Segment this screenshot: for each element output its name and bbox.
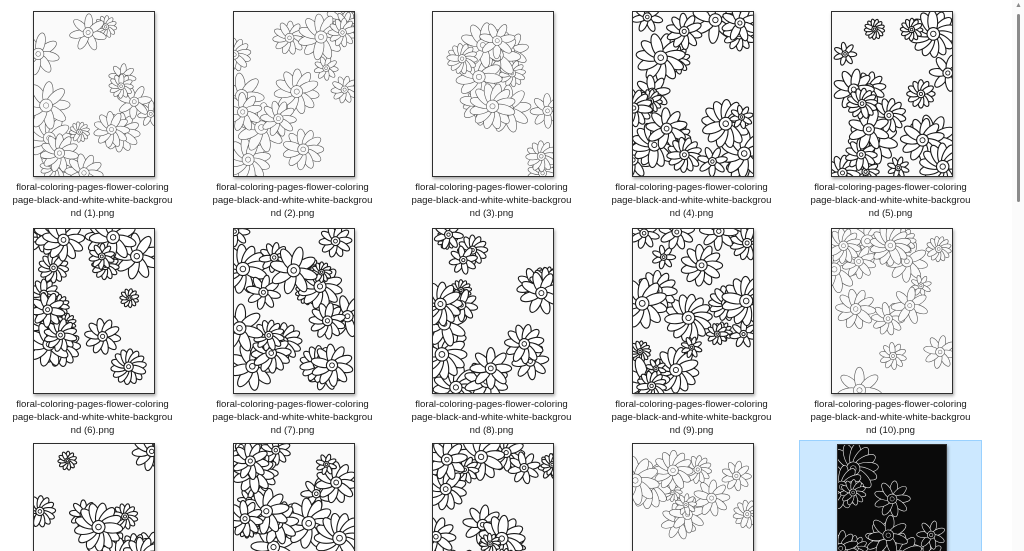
file-name-line: nd (9).png bbox=[669, 425, 714, 437]
file-name-line: page-black-and-white-white-backgrou bbox=[810, 195, 971, 207]
file-name-line: nd (3).png bbox=[469, 208, 514, 220]
image-thumbnail[interactable] bbox=[831, 228, 953, 394]
file-name-line: nd (4).png bbox=[669, 208, 714, 220]
file-name-label bbox=[401, 398, 582, 438]
file-tile[interactable] bbox=[201, 10, 384, 225]
file-name-line: floral-coloring-pages-flower-coloring bbox=[216, 399, 369, 410]
image-thumbnail[interactable] bbox=[33, 228, 155, 394]
file-name-label bbox=[800, 398, 981, 438]
image-thumbnail[interactable] bbox=[632, 11, 754, 177]
file-name-line: page-black-and-white-white-backgrou bbox=[810, 412, 971, 424]
file-name-label bbox=[202, 181, 383, 221]
file-tile[interactable] bbox=[1, 442, 184, 551]
image-thumbnail[interactable] bbox=[432, 228, 554, 394]
file-tile[interactable] bbox=[1, 10, 184, 225]
file-name-line: page-black-and-white-white-backgrou bbox=[611, 195, 772, 207]
file-tile[interactable] bbox=[400, 10, 583, 225]
file-name-line: nd (8).png bbox=[469, 425, 514, 437]
file-name-line: nd (7).png bbox=[270, 425, 315, 437]
file-tile[interactable] bbox=[201, 442, 384, 551]
image-thumbnail[interactable] bbox=[33, 11, 155, 177]
image-thumbnail[interactable] bbox=[33, 443, 155, 551]
image-thumbnail[interactable] bbox=[233, 11, 355, 177]
file-tile[interactable] bbox=[600, 227, 783, 442]
file-name-label bbox=[2, 398, 183, 438]
image-thumbnail[interactable] bbox=[432, 443, 554, 551]
scrollbar-thumb[interactable] bbox=[1017, 14, 1020, 202]
file-name-line: page-black-and-white-white-backgrou bbox=[411, 195, 572, 207]
file-name-line: nd (1).png bbox=[70, 208, 115, 220]
file-name-line: floral-coloring-pages-flower-coloring bbox=[814, 182, 967, 193]
image-thumbnail[interactable] bbox=[837, 444, 947, 551]
file-name-label bbox=[2, 181, 183, 221]
file-name-line: floral-coloring-pages-flower-coloring bbox=[615, 399, 768, 410]
file-tile[interactable] bbox=[400, 442, 583, 551]
file-name-line: page-black-and-white-white-backgrou bbox=[12, 195, 173, 207]
file-tile[interactable] bbox=[799, 440, 982, 551]
file-name-line: page-black-and-white-white-backgrou bbox=[212, 195, 373, 207]
file-name-line: page-black-and-white-white-backgrou bbox=[212, 412, 373, 424]
file-name-line: floral-coloring-pages-flower-coloring bbox=[415, 399, 568, 410]
image-thumbnail[interactable] bbox=[233, 443, 355, 551]
file-name-label bbox=[401, 181, 582, 221]
file-name-line: nd (10).png bbox=[865, 425, 916, 437]
image-thumbnail[interactable] bbox=[632, 228, 754, 394]
image-thumbnail[interactable] bbox=[432, 11, 554, 177]
file-tile[interactable] bbox=[799, 10, 982, 225]
file-name-line: floral-coloring-pages-flower-coloring bbox=[216, 182, 369, 193]
file-name-label bbox=[202, 398, 383, 438]
file-tile[interactable] bbox=[799, 227, 982, 442]
image-thumbnail[interactable] bbox=[831, 11, 953, 177]
image-thumbnail[interactable] bbox=[632, 443, 754, 551]
file-name-label bbox=[800, 181, 981, 221]
file-tile[interactable] bbox=[600, 10, 783, 225]
file-name-line: page-black-and-white-white-backgrou bbox=[611, 412, 772, 424]
file-name-label bbox=[601, 181, 782, 221]
file-name-line: page-black-and-white-white-backgrou bbox=[12, 412, 173, 424]
file-name-line: floral-coloring-pages-flower-coloring bbox=[16, 399, 169, 410]
file-name-line: page-black-and-white-white-backgrou bbox=[411, 412, 572, 424]
image-thumbnail[interactable] bbox=[233, 228, 355, 394]
file-name-line: floral-coloring-pages-flower-coloring bbox=[615, 182, 768, 193]
file-tile[interactable] bbox=[400, 227, 583, 442]
file-name-line: floral-coloring-pages-flower-coloring bbox=[415, 182, 568, 193]
file-name-label bbox=[601, 398, 782, 438]
file-name-line: floral-coloring-pages-flower-coloring bbox=[16, 182, 169, 193]
vertical-scrollbar[interactable] bbox=[1012, 0, 1024, 551]
file-name-line: nd (5).png bbox=[868, 208, 913, 220]
file-tile[interactable] bbox=[600, 442, 783, 551]
scroll-up-arrow-icon[interactable]: ▲ bbox=[1015, 2, 1022, 9]
file-name-line: floral-coloring-pages-flower-coloring bbox=[814, 399, 967, 410]
file-name-line: nd (2).png bbox=[270, 208, 315, 220]
file-name-line: nd (6).png bbox=[70, 425, 115, 437]
file-tile[interactable] bbox=[1, 227, 184, 442]
file-tile[interactable] bbox=[201, 227, 384, 442]
